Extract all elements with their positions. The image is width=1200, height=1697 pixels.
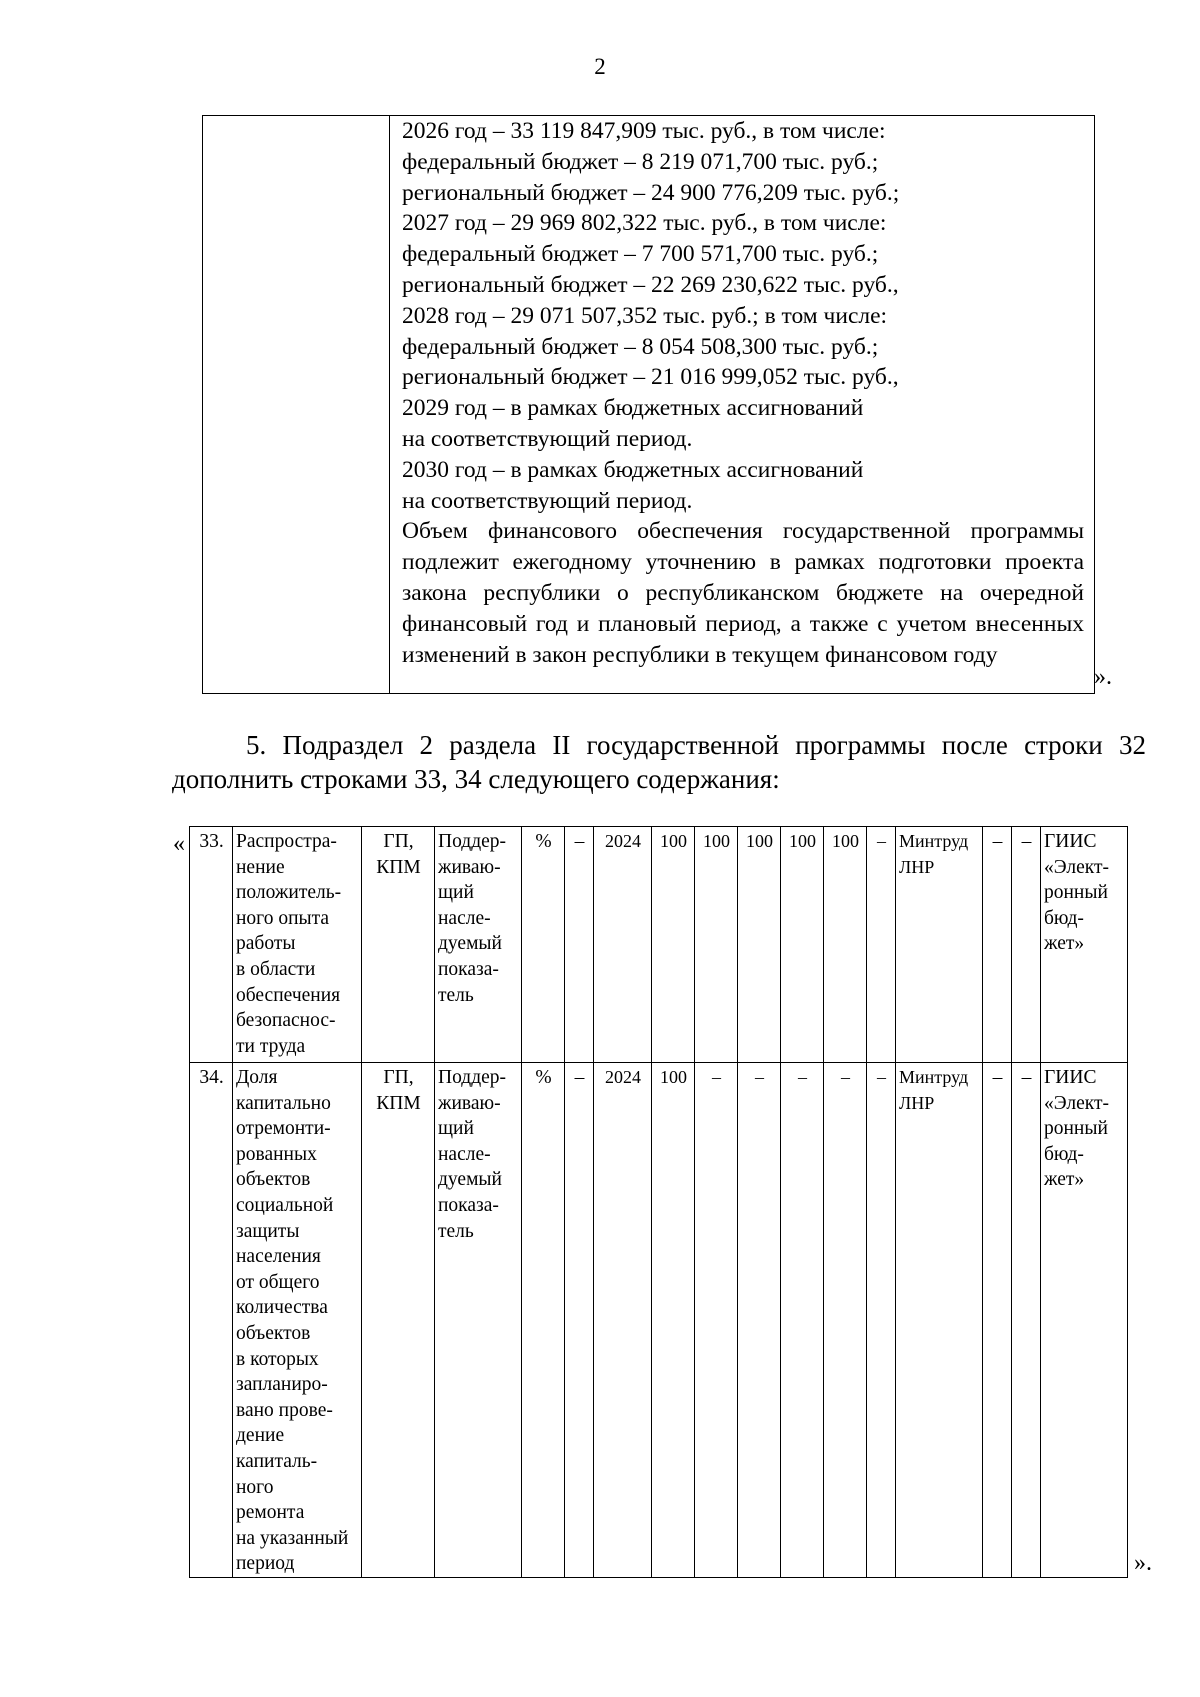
info-system-cell-line: ронный [1044,882,1108,904]
indicator-name-line: населения [236,1246,321,1268]
indicator-name-line: объектов [236,1169,311,1191]
indicator-name-line: капиталь- [236,1450,318,1472]
year-value-cell: – [738,1063,781,1578]
extra-cell: – [983,827,1012,1063]
responsible-cell-line: ЛНР [899,1092,935,1113]
responsible-cell-line: Минтруд [899,1067,969,1087]
closing-quote: ». [1094,664,1112,690]
indicator-name-line: от общего [236,1271,320,1293]
opening-quote: « [173,831,185,857]
year-value-cell: 100 [738,827,781,1063]
indicator-type-line: дуемый [438,933,502,955]
info-system-cell-line: «Элект- [1044,856,1109,878]
financing-line: на соответствующий период. [402,487,693,514]
indicator-type-line: дуемый [438,1169,502,1191]
indicator-name-line: ремонта [236,1502,305,1524]
indicator-type-line: Поддер- [438,831,507,852]
indicator-name-line: защиты [236,1220,300,1242]
indicator-name-line: период [236,1553,295,1575]
info-system-cell-line: жет» [1044,1169,1085,1191]
indicator-name-line: социальной [236,1194,334,1216]
indicator-level [362,827,435,1063]
indicator-type-line: Поддер- [438,1067,507,1088]
year-value-cell: – [695,1063,738,1578]
indicator-name-line: обеспечения [236,984,341,1006]
indicator-level-line: КПМ [376,856,421,878]
info-system-cell-line: ронный [1044,1118,1108,1140]
year-value-cell: – [781,1063,824,1578]
table-row [190,1063,1128,1578]
indicator-type-line: показа- [438,958,499,980]
year-value-cell: 100 [781,827,824,1063]
info-system-cell-line: ГИИС [1044,1067,1097,1088]
responsible-cell-line: Минтруд [899,831,969,851]
unit-cell: % [522,827,565,1063]
year-value-cell: – [867,1063,896,1578]
indicator-name-line: Распростра- [236,831,337,852]
indicators-table [189,826,1128,1578]
row-number: 34. [190,1063,233,1578]
indicator-level-line: ГП, [383,831,414,852]
financing-line: 2027 год – 29 969 802,322 тыс. руб., в том числе: [402,210,887,237]
financing-line: федеральный бюджет – 7 700 571,700 тыс. руб.; [402,241,879,268]
extra-cell: – [983,1063,1012,1578]
info-system-cell [1041,1063,1128,1578]
indicator-name-line: вано прове- [236,1399,333,1421]
year-value-cell: 100 [824,827,867,1063]
info-system-cell-line: бюд- [1044,1143,1084,1165]
financing-line: федеральный бюджет – 8 054 508,300 тыс. руб.; [402,333,879,360]
base-year-cell: 2024 [594,827,652,1063]
extra-cell: – [1012,1063,1041,1578]
row-number: 33. [190,827,233,1063]
indicator-type-line: живаю- [438,856,501,878]
indicator-level-line: КПМ [376,1092,421,1114]
financing-line: 2029 год – в рамках бюджетных ассигнований [402,395,864,422]
financing-line: региональный бюджет – 21 016 999,052 тыс. руб., [402,364,899,391]
indicator-name-line: в области [236,958,316,980]
indicator-type-line: тель [438,1220,474,1242]
financing-table [202,115,1095,694]
indicator-name-line: работы [236,933,296,955]
indicator-type-line: живаю- [438,1092,501,1114]
financing-content-cell [390,116,1095,694]
responsible-cell [896,827,983,1063]
financing-line: 2026 год – 33 119 847,909 тыс. руб., в том числе: [402,118,886,144]
indicator-type-line: насле- [438,1143,491,1165]
indicator-name-line: в которых [236,1348,319,1370]
amendment-paragraph: 5. Подраздел 2 раздела II государственной программы после строки 32 дополнить строками 33, 34 следующего содержания: [172,730,1146,794]
indicator-name-line: количества [236,1297,328,1319]
indicator-name-line: ного опыта [236,907,330,929]
financing-line: федеральный бюджет – 8 219 071,700 тыс. руб.; [402,148,879,175]
indicator-name-line: объектов [236,1322,311,1344]
financing-line: на соответствующий период. [402,425,693,452]
indicator-name-line: нение [236,856,285,878]
responsible-cell [896,1063,983,1578]
year-value-cell: – [867,827,896,1063]
base-year-cell: 2024 [594,1063,652,1578]
indicator-name-line: запланиро- [236,1374,328,1396]
year-value-cell: 100 [695,827,738,1063]
indicator-name-line: ти труда [236,1035,306,1057]
indicator-type-line: показа- [438,1194,499,1216]
indicator-name-line: безопаснос- [236,1010,336,1032]
indicator-type [435,1063,522,1578]
info-system-cell-line: бюд- [1044,907,1084,929]
page-number: 2 [594,54,606,79]
indicator-type-line: щий [438,882,474,904]
indicator-name-line: ного [236,1476,274,1498]
indicator-name [233,1063,362,1578]
indicator-name-line: капитально [236,1092,331,1114]
unit-cell: % [522,1063,565,1578]
extra-cell: – [1012,827,1041,1063]
info-system-cell-line: «Элект- [1044,1092,1109,1114]
financing-line: региональный бюджет – 24 900 776,209 тыс. руб.; [402,179,900,206]
indicator-name-line: положитель- [236,882,342,904]
financing-label-cell [203,116,390,694]
indicator-name-line: рованных [236,1143,317,1165]
financing-line: региональный бюджет – 22 269 230,622 тыс. руб., [402,271,899,298]
indicator-name-line: дение [236,1425,285,1447]
year-value-cell: 100 [652,827,695,1063]
indicator-name-line: отремонти- [236,1118,331,1140]
year-value-cell: 100 [652,1063,695,1578]
info-system-cell-line: ГИИС [1044,831,1097,852]
indicator-name-line: Доля [236,1067,278,1088]
indicator-type-line: тель [438,984,474,1006]
base-value-cell: – [565,1063,594,1578]
closing-quote: ». [1134,1550,1152,1576]
indicator-type-line: щий [438,1118,474,1140]
year-value-cell: – [824,1063,867,1578]
indicator-level [362,1063,435,1578]
indicator-type-line: насле- [438,907,491,929]
table-row [190,827,1128,1063]
info-system-cell-line: жет» [1044,933,1085,955]
financing-paragraph: Объем финансового обеспечения государственной программы подлежит ежегодному уточнению в рамках подготовки проекта закона республики о республиканском бюджете на очередной финансовый год и плановый период, а также с учетом внесенных изменений в закон республики в текущем финансовом году [402,518,1084,668]
indicator-type [435,827,522,1063]
financing-line: 2030 год – в рамках бюджетных ассигнований [402,456,864,483]
base-value-cell: – [565,827,594,1063]
info-system-cell [1041,827,1128,1063]
financing-line: 2028 год – 29 071 507,352 тыс. руб.; в том числе: [402,302,888,329]
indicator-name [233,827,362,1063]
indicator-level-line: ГП, [383,1067,414,1088]
indicator-name-line: на указанный [236,1527,349,1549]
responsible-cell-line: ЛНР [899,856,935,877]
